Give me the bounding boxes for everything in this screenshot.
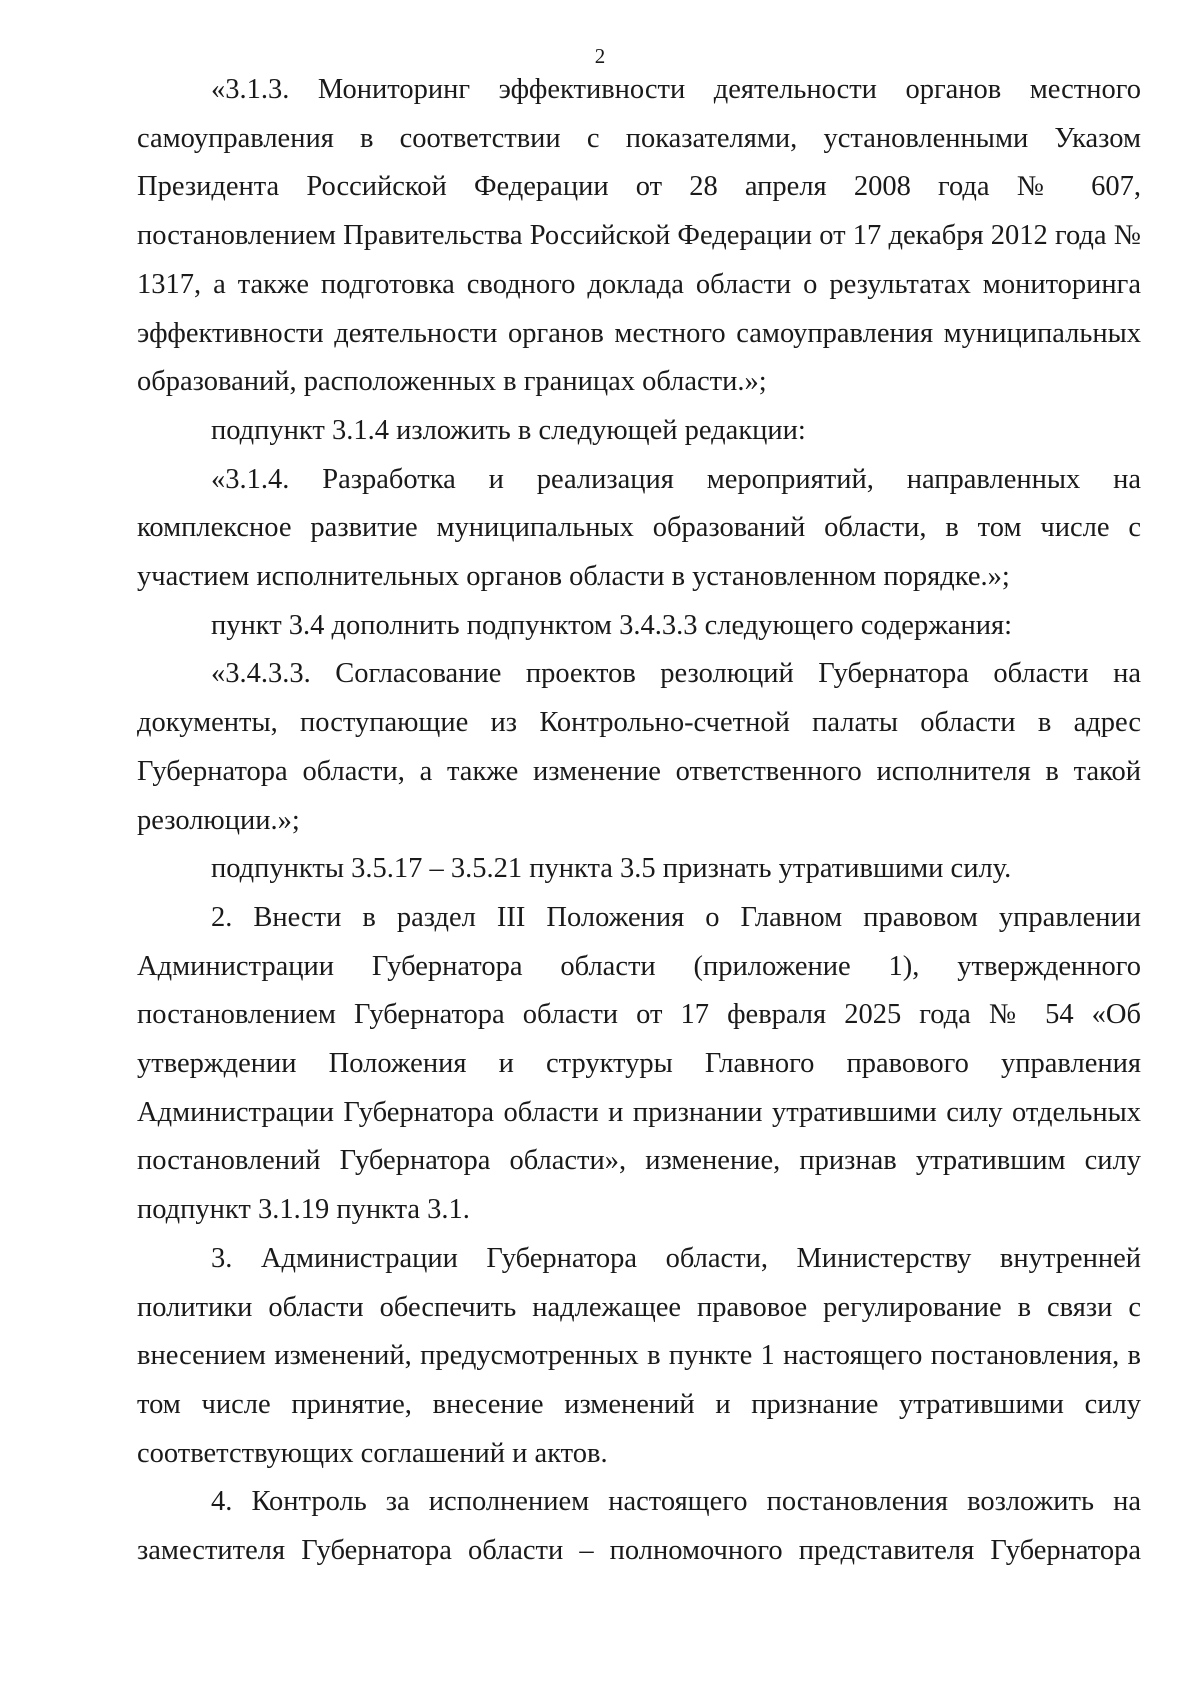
document-body: [137, 66, 1141, 1576]
paragraph-3-1-4: «3.1.4. Разработка и реализация мероприятий, направленных на комплексное развитие муниципальных образований области, в том числе с участием исполнительных органов области в установленном порядке.»;: [137, 463, 1141, 593]
paragraph-repeal-3-5: подпункты 3.5.17 – 3.5.21 пункта 3.5 признать утратившими силу.: [211, 853, 1012, 885]
paragraph-item-3: 3. Администрации Губернатора области, Министерству внутренней политики области обеспечить надлежащее правовое регулирование в связи с внесением изменений, предусмотренных в пункте 1 настоящего постановления, в том числе принятие, внесение изменений и признание утратившими силу соответствующих соглашений и актов.: [137, 1242, 1141, 1469]
paragraph-amend-3-4: пункт 3.4 дополнить подпунктом 3.4.3.3 следующего содержания:: [211, 609, 1013, 641]
paragraph-amend-3-1-4: подпункт 3.1.4 изложить в следующей редакции:: [211, 414, 806, 446]
paragraph-3-1-3: «3.1.3. Мониторинг эффективности деятельности органов местного самоуправления в соответствии с показателями, установленными Указом Президента Российской Федерации от 28 апреля 2008 года № 607, постановлением Правительства Российской Федерации от 17 декабря 2012 года № 1317, а также подготовка сводного доклада области о результатах мониторинга эффективности деятельности органов местного самоуправления муниципальных образований, расположенных в границах области.»;: [137, 74, 1141, 398]
paragraph-item-4: 4. Контроль за исполнением настоящего постановления возложить на заместителя Губернатора области – полномочного представителя Губернатора: [137, 1486, 1141, 1567]
paragraph-item-2: 2. Внести в раздел III Положения о Главном правовом управлении Администрации Губернатора области (приложение 1), утвержденного постановлением Губернатора области от 17 февраля 2025 года № 54 «Об утверждении Положения и структуры Главного правового управления Администрации Губернатора области и признании утратившими силу отдельных постановлений Губернатора области», изменение, признав утратившим силу подпункт 3.1.19 пункта 3.1.: [137, 901, 1141, 1226]
page-number: 2: [594, 44, 606, 68]
paragraph-3-4-3-3: «3.4.3.3. Согласование проектов резолюций Губернатора области на документы, поступающие из Контрольно-счетной палаты области в адрес Губернатора области, а также изменение ответственного исполнителя в такой резолюции.»;: [137, 658, 1141, 836]
